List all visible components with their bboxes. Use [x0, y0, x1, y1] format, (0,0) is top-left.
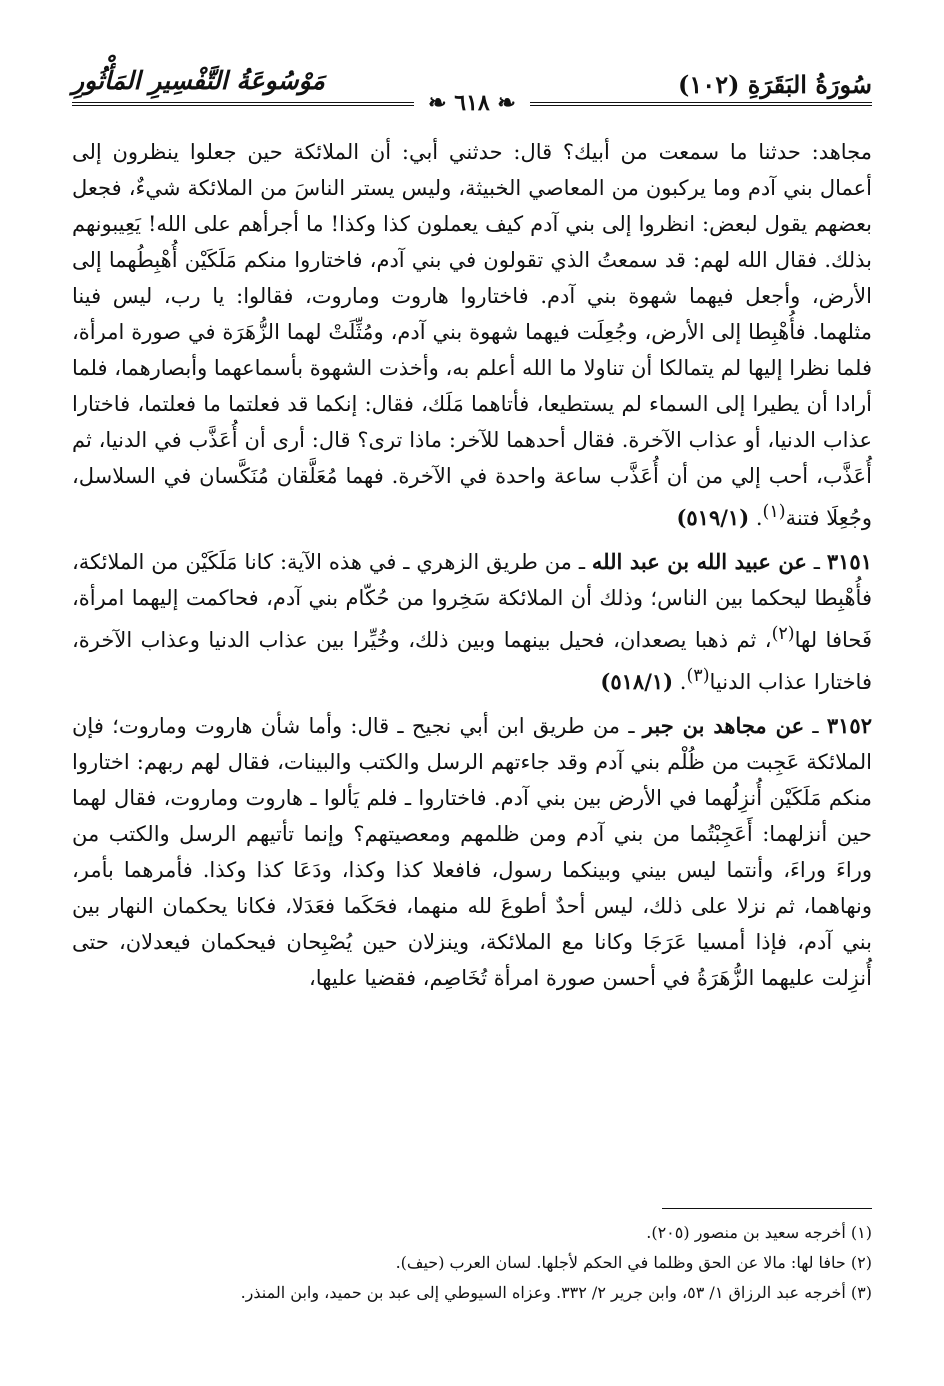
- header-rule-left: [72, 102, 414, 106]
- source-reference: (٥١٨/١): [600, 669, 674, 694]
- footnote-marker-1: (١): [762, 502, 786, 522]
- paragraph-1-text: مجاهد: حدثنا ما سمعت من أبيك؟ قال: حدثني أبي: أن الملائكة حين جعلوا ينظرون إلى أعمال بني آدم وما يركبون من المعاصي الخبيثة، وليس يستر الناسَ من الملائكة شيءٌ، فجعل بعضهم يقول لبعض: انظروا إلى بني آدم كيف يعملون كذا وكذا! ما أجرأهم على الله! يَعِيبونهم بذلك. فقال الله لهم: قد سمعتُ الذي تقولون في بني آدم، فاختاروا منكم مَلَكَيْن أُهْبِطُهما إلى الأرض، وأجعل فيهما شهوة بني آدم. فاختاروا هاروت وماروت، فقالوا: يا رب، ليس فينا مثلهما. فأُهْبِطا إلى الأرض، وجُعِلَت فيهما شهوة بني آدم، ومُثِّلَتْ لهما الزُّهَرَة في صورة امرأة، فلما نظرا إليها لم يتمالكا أن تناولا ما الله أعلم به، وأخذت الشهوة بأسماعهما وأبصارهما، فلما أرادا أن يطيرا إلى السماء لم يستطيعا، فأتاهما مَلَك، فقال: إنكما قد فعلتما ما فعلتما، فاختارا عذاب الدنيا، أو عذاب الآخرة. فقال أحدهما للآخر: ماذا ترى؟ قال: أرى أن أُعَذَّب في الدنيا، ثم أُعَذَّب، أحب إلي من أن أُعَذَّب ساعة واحدة في الآخرة. فهما مُعَلَّقان مُنَكَّسان في السلاسل، وجُعِلَا فتنة: [72, 140, 872, 530]
- source-reference: (٥١٩/١): [676, 505, 750, 530]
- paragraph-1: مجاهد: حدثنا ما سمعت من أبيك؟ قال: حدثني أبي: أن الملائكة حين جعلوا ينظرون إلى أعمال بني آدم وما يركبون من المعاصي الخبيثة، وليس يستر الناسَ من الملائكة شيءٌ، فجعل بعضهم يقول لبعض: انظروا إلى بني آدم كيف يعملون كذا وكذا! ما أجرأهم على الله! يَعِيبونهم بذلك. فقال الله لهم: قد سمعتُ الذي تقولون في بني آدم، فاختاروا منكم مَلَكَيْن أُهْبِطُهما إلى الأرض، وأجعل فيهما شهوة بني آدم. فاختاروا هاروت وماروت، فقالوا: يا رب، ليس فينا مثلهما. فأُهْبِطا إلى الأرض، وجُعِلَت فيهما شهوة بني آدم، ومُثِّلَتْ لهما الزُّهَرَة في صورة امرأة، فلما نظرا إليها لم يتمالكا أن تناولا ما الله أعلم به، وأخذت الشهوة بأسماعهما وأبصارهما، فلما أرادا أن يطيرا إلى السماء لم يستطيعا، فأتاهما مَلَك، فقال: إنكما قد فعلتما ما فعلتما، فاختارا عذاب الدنيا، أو عذاب الآخرة. فقال أحدهما للآخر: ماذا ترى؟ قال: أرى أن أُعَذَّب في الدنيا، ثم أُعَذَّب، أحب إلي من أن أُعَذَّب ساعة واحدة في الآخرة. فهما مُعَلَّقان مُنَكَّسان في السلاسل، وجُعِلَا فتنة$^{(١)}$. (٥١٩/١): [72, 140, 872, 530]
- entry-text-continued: ، ثم ذهبا يصعدان، فحيل بينهما وبين ذلك، وخُيِّرا بين عذاب الدنيا وعذاب الآخرة، فاختارا عذاب الدنيا: [72, 628, 872, 694]
- entry-narrator: عن مجاهد بن جبر: [642, 713, 805, 738]
- entry-narrator: عن عبيد الله بن عبد الله: [591, 549, 807, 574]
- surah-title: سُورَةُ البَقَرَةِ (١٠٢): [678, 70, 872, 99]
- entry-text: من طريق الزهري ـ في هذه الآية: كانا مَلَكَيْن من الملائكة، فأُهْبِطا ليحكما بين الناس؛ وذلك أن الملائكة سَخِروا من حُكّام بني آدم، فحاكمت إليهما امرأة، فَحافا لها: [72, 550, 872, 652]
- page-number-value: ٦١٨: [454, 90, 490, 116]
- footnote-divider: [662, 1208, 872, 1209]
- entry-3151: ٣١٥١ ـ عن عبيد الله بن عبد الله ـ من طريق الزهري ـ في هذه الآية: كانا مَلَكَيْن من الملائكة، فأُهْبِطا ليحكما بين الناس؛ وذلك أن الملائكة سَخِروا من حُكّام بني آدم، فحاكمت إليهما امرأة، فَحافا لها$^{(٢)}$، ثم ذهبا يصعدان، فحيل بينهما وبين ذلك، وخُيِّرا بين عذاب الدنيا وعذاب الآخرة، فاختارا عذاب الدنيا$^{(٣)}$. (٥١٨/١): [72, 549, 872, 694]
- entry-number: ٣١٥١: [826, 549, 872, 574]
- footnote-1: (١) أخرجه سعيد بن منصور (٢٠٥).: [646, 1223, 872, 1242]
- entry-3152: ٣١٥٢ ـ عن مجاهد بن جبر ـ من طريق ابن أبي نجيح ـ قال: وأما شأن هاروت وماروت؛ فإن الملائكة عَجِبت من ظُلْم بني آدم وقد جاءتهم الرسل والكتب والبينات، فقال لهم ربهم: اختاروا منكم مَلَكَيْن أُنزِلُهما في الأرض بين بني آدم. فاختاروا ـ فلم يَألوا ـ هاروت وماروت، فقال لهما حين أنزلهما: أَعَجِبْتُما من بني آدم ومن ظلمهم ومعصيتهم؟ وإنما تأتيهم الرسل والكتب من وراءَ وراءَ، وأنتما ليس بيني وبينكما رسول، فافعلا كذا وكذا، ودَعَا كذا وكذا. فأمرهما بأمر، ونهاهما، ثم نزلا على ذلك، ليس أحدٌ أطوعَ لله منهما، فحَكَما فعَدَلا، فكانا يحكمان النهار بين بني آدم، فإذا أمسيا عَرَجَا وكانا مع الملائكة، وينزلان حين يُصْبِحان فيحكمان فيعدلان، حتى أُنزِلت عليهما الزُّهَرَةُ في أحسن صورة امرأة تُخَاصِم، فقضيا عليها،: [72, 713, 872, 990]
- header-rule-right: [530, 102, 872, 106]
- footnotes: [72, 1218, 872, 1308]
- page-number: ❧ ٦١٨ ❧: [428, 90, 516, 116]
- footnote-2: (٢) حافا لها: مالا عن الحق وظلما في الحكم لأجلها. لسان العرب (حيف).: [395, 1253, 872, 1272]
- series-title: مَوْسُوعَةُ التَّفْسِيرِ المَأْثُورِ: [72, 66, 325, 95]
- footnote-marker-3: (٣): [686, 666, 710, 686]
- entry-text: من طريق ابن أبي نجيح ـ قال: وأما شأن هاروت وماروت؛ فإن الملائكة عَجِبت من ظُلْم بني آدم وقد جاءتهم الرسل والكتب والبينات، فقال لهم ربهم: اختاروا منكم مَلَكَيْن أُنزِلُهما في الأرض بين بني آدم. فاختاروا ـ فلم يَألوا ـ هاروت وماروت، فقال لهما حين أنزلهما: أَعَجِبْتُما من بني آدم ومن ظلمهم ومعصيتهم؟ وإنما تأتيهم الرسل والكتب من وراءَ وراءَ، وأنتما ليس بيني وبينكما رسول، فافعلا كذا وكذا، ودَعَا كذا وكذا. فأمرهما بأمر، ونهاهما، ثم نزلا على ذلك، ليس أحدٌ أطوعَ لله منهما، فحَكَما فعَدَلا، فكانا يحكمان النهار بين بني آدم، فإذا أمسيا عَرَجَا وكانا مع الملائكة، وينزلان حين يُصْبِحان فيحكمان فيعدلان، حتى أُنزِلت عليهما الزُّهَرَةُ في أحسن صورة امرأة تُخَاصِم، فقضيا عليها،: [72, 714, 872, 990]
- footnote-3: (٣) أخرجه عبد الرزاق ١/ ٥٣، وابن جرير ٢/ ٣٣٢. وعزاه السيوطي إلى عبد بن حميد، وابن المنذر.: [240, 1283, 872, 1302]
- footnote-marker-2: (٢): [771, 624, 795, 644]
- page-body: [72, 134, 872, 1004]
- page-header: [72, 62, 872, 118]
- entry-number: ٣١٥٢: [826, 713, 872, 738]
